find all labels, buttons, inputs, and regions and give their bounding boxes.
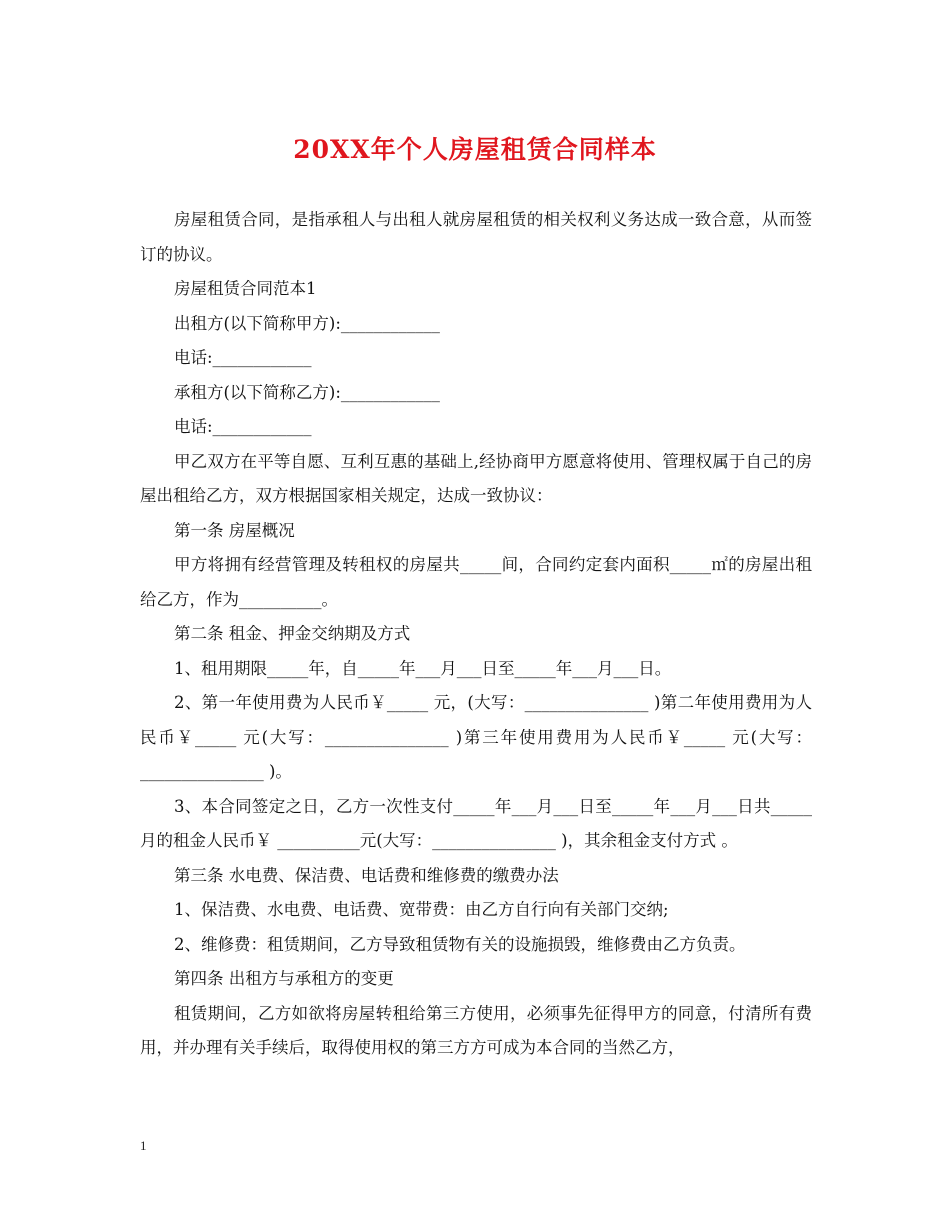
- article-1-heading: 第一条 房屋概况: [174, 520, 295, 540]
- document-body: [140, 203, 812, 1066]
- article-2-heading: 第二条 租金、押金交纳期及方式: [174, 624, 411, 643]
- paragraph-lessee: 承租方(以下简称乙方):____________: [174, 382, 440, 402]
- paragraph-lessor-phone: 电话:____________: [174, 348, 312, 367]
- paragraph-template-heading: 房屋租赁合同范本1: [174, 279, 317, 298]
- paragraph-repairs: 2、维修费：租赁期间，乙方导致租赁物有关的设施损毁，维修费由乙方负责。: [174, 934, 746, 954]
- paragraph-property: 甲方将拥有经营管理及转租权的房屋共_____间，合同约定套内面积_____㎡的房屋出租给乙方，作为__________。: [140, 555, 812, 609]
- paragraph-term: 1、租用期限_____年，自_____年___月___日至_____年___月___日。: [174, 658, 672, 678]
- document-title: 20XX年个人房屋租赁合同样本: [293, 135, 657, 164]
- article-4-heading: 第四条 出租方与承租方的变更: [174, 969, 394, 988]
- paragraph-utilities: 1、保洁费、水电费、电话费、宽带费：由乙方自行向有关部门交纳;: [174, 900, 669, 919]
- paragraph-sublease: 租赁期间，乙方如欲将房屋转租给第三方使用，必须事先征得甲方的同意，付清所有费用，并办理有关手续后，取得使用权的第三方方可成为本合同的当然乙方，: [140, 1003, 812, 1057]
- paragraph-agreement: 甲乙双方在平等自愿、互利互惠的基础上,经协商甲方愿意将使用、管理权属于自己的房屋出租给乙方，双方根据国家相关规定，达成一致协议：: [140, 451, 812, 505]
- article-3-heading: 第三条 水电费、保洁费、电话费和维修费的缴费办法: [174, 865, 559, 885]
- paragraph-intro: 房屋租赁合同，是指承租人与出租人就房屋租赁的相关权利义务达成一致合意，从而签订的协议。: [140, 210, 812, 264]
- paragraph-rent-fees: 2、第一年使用费为人民币￥_____ 元，(大写：_______________ )第二年使用费用为人民币￥_____ 元(大写：_______________ )第三年使用费用为人民币￥_____ 元(大写：_______________ )。: [140, 693, 812, 781]
- paragraph-lessor: 出租方(以下简称甲方):____________: [174, 313, 440, 333]
- paragraph-payment: 3、本合同签定之日，乙方一次性支付_____年___月___日至_____年___月___日共_____月的租金人民币￥ __________元(大写：_______________ )，其余租金支付方式 。: [140, 796, 812, 850]
- paragraph-lessee-phone: 电话:____________: [174, 417, 312, 436]
- page-number: 1: [140, 1138, 147, 1153]
